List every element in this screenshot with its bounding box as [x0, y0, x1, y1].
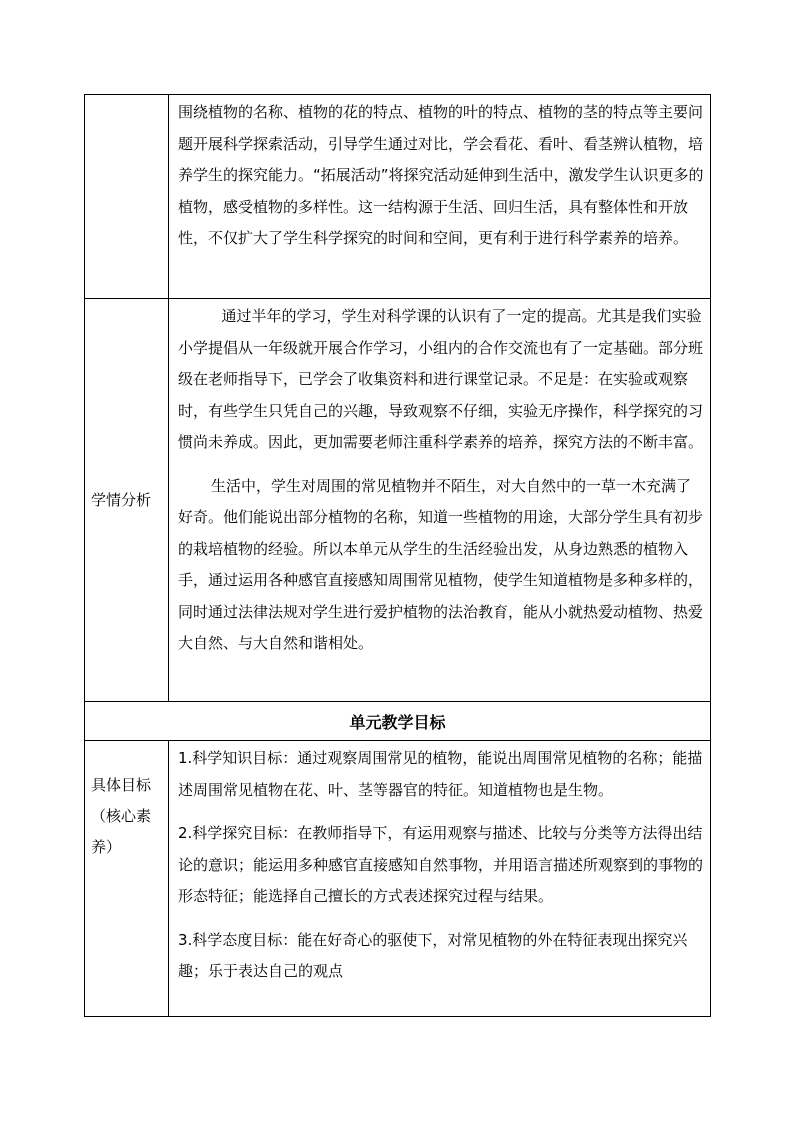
unit-goals-heading: 单元教学目标: [85, 702, 711, 741]
situation-analysis-label: 学情分析: [85, 299, 169, 702]
intro-text-cell: [169, 95, 711, 299]
goal-item-inquiry: 2.科学探究目标：在教师指导下，有运用观察与描述、比较与分类等方法得出结论的意识；能运用多种感官直接感知自然事物，并用语言描述所观察到的事物的形态特征；能选择自己擅长的方式表述探究过程与结果。: [178, 824, 704, 905]
unit-goals-text-cell: [169, 741, 711, 1017]
intro-label-cell: [85, 95, 169, 299]
lesson-plan-table: [84, 94, 711, 1017]
goal-item-attitude: 3.科学态度目标：能在好奇心的驱使下，对常见植物的外在特征表现出探究兴趣；乐于表达自己的观点: [178, 930, 688, 980]
specific-goals-label: 具体目标（核心素养）: [85, 741, 169, 1017]
situation-analysis-text-cell: [169, 299, 711, 702]
situation-paragraph-1: 通过半年的学习，学生对科学课的认识有了一定的提高。尤其是我们实验小学提倡从一年级就开展合作学习，小组内的合作交流也有了一定基础。部分班级在老师指导下，已学会了收集资料和进行课堂记录。不足是：在实验或观察时，有些学生只凭自己的兴趣，导致观察不仔细，实验无序操作，科学探究的习惯尚未养成。因此，更加需要老师注重科学素养的培养，探究方法的不断丰富。: [178, 307, 704, 451]
goal-item-knowledge: 1.科学知识目标：通过观察周围常见的植物，能说出周围常见植物的名称；能描述周围常见植物在花、叶、茎等器官的特征。知道植物也是生物。: [178, 749, 703, 799]
unit-goals-row: [85, 741, 711, 1017]
intro-row: [85, 95, 711, 299]
situation-paragraph-2: 生活中，学生对周围的常见植物并不陌生，对大自然中的一草一木充满了好奇。他们能说出部分植物的名称，知道一些植物的用途，大部分学生具有初步的栽培植物的经验。所以本单元从学生的生活经验出发，从身边熟悉的植物入手，通过运用各种感官直接感知周围常见植物，使学生知道植物是多种多样的，同时通过法律法规对学生进行爱护植物的法治教育，能从小就热爱动植物、热爱大自然、与大自然和谐相处。: [178, 476, 704, 652]
situation-analysis-row: [85, 299, 711, 702]
intro-paragraph: 围绕植物的名称、植物的花的特点、植物的叶的特点、植物的茎的特点等主要问题开展科学探索活动，引导学生通过对比，学会看花、看叶、看茎辨认植物，培养学生的探究能力。“拓展活动”将探究活动延伸到生活中，激发学生认识更多的植物，感受植物的多样性。这一结构源于生活、回归生活，具有整体性和开放性，不仅扩大了学生科学探究的时间和空间，更有利于进行科学素养的培养。: [178, 103, 704, 247]
unit-goals-heading-row: [85, 702, 711, 741]
